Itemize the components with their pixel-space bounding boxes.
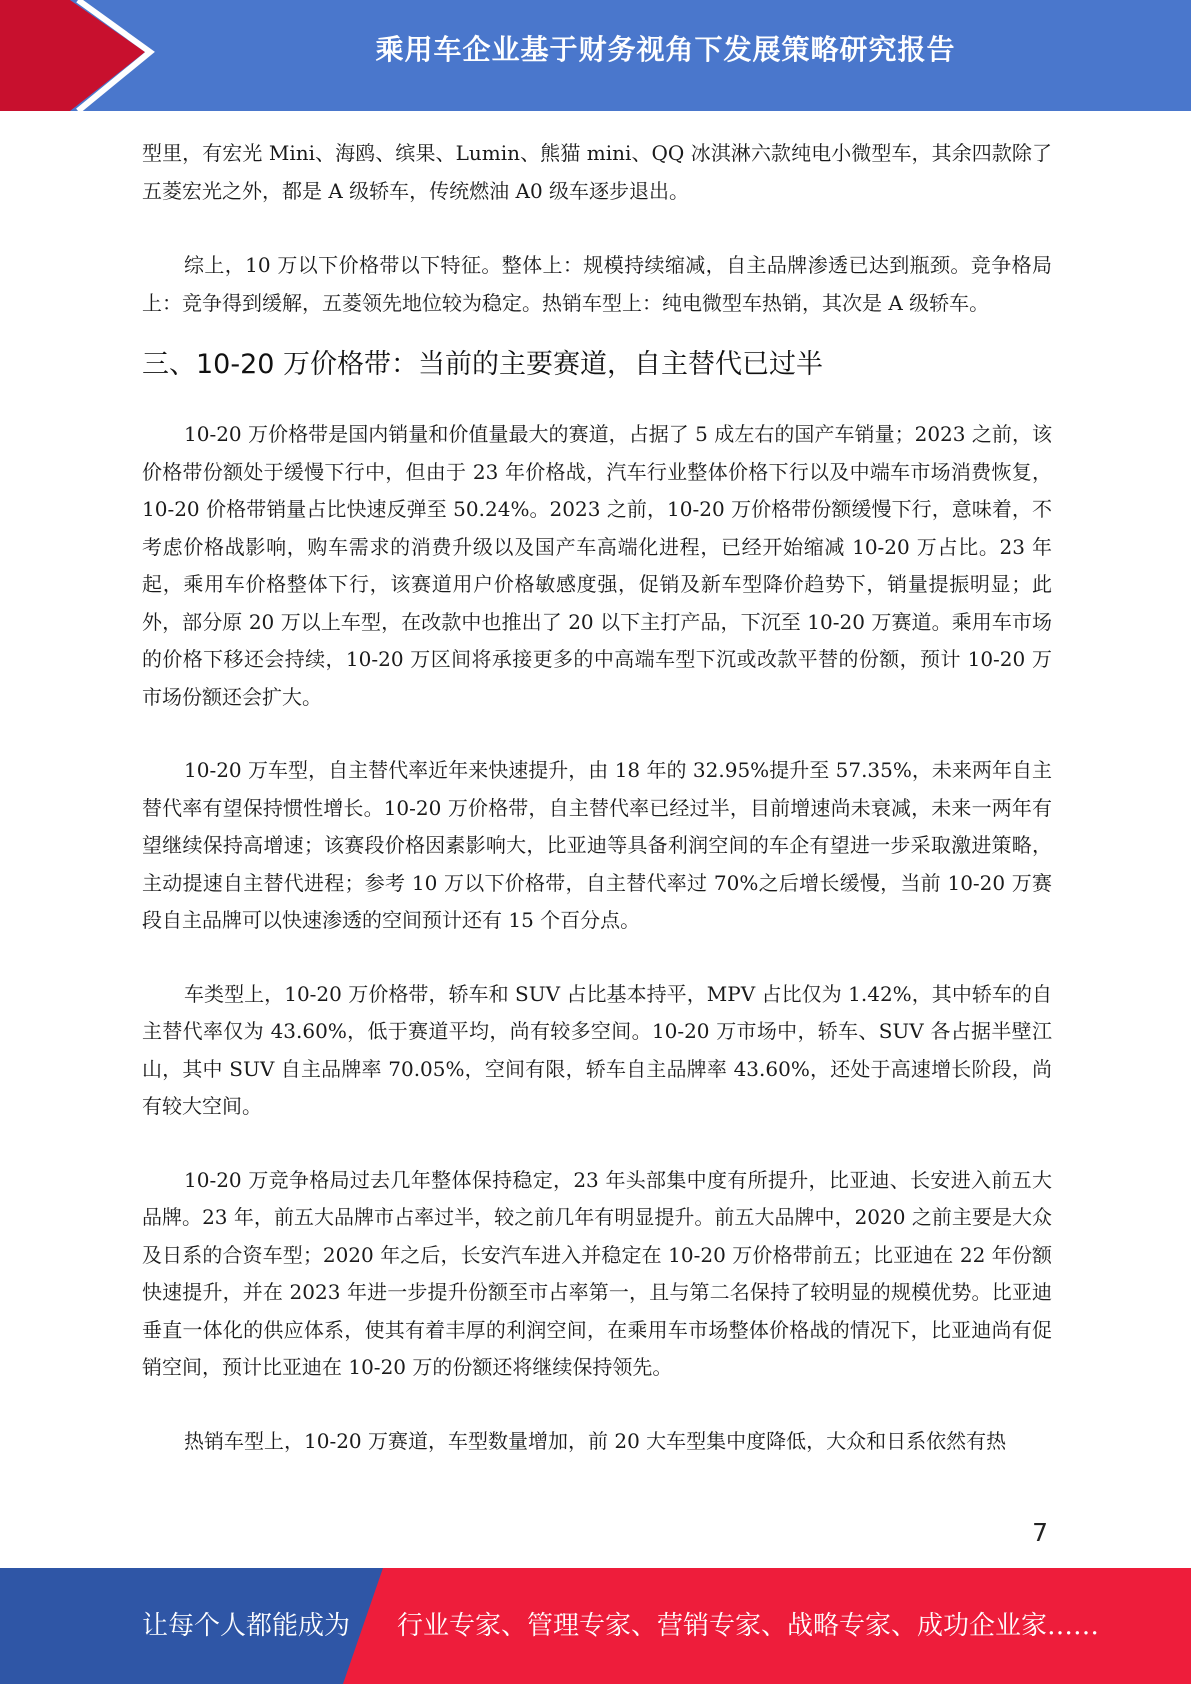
paragraph-hot-models: 热销车型上，10-20 万赛道，车型数量增加，前 20 大车型集中度降低，大众和日系依然有热 [184,1428,1007,1453]
paragraph-competition: 10-20 万竞争格局过去几年整体保持稳定，23 年头部集中度有所提升，比亚迪、长安进入前五大品牌。23 年，前五大品牌市占率过半，较之前几年有明显提升。前五大品牌中，2020 之前主要是大众及日系的合资车型；2020 年之后，长安汽车进入并稳定在 10-20 万价格带前五；比亚迪在 22 年份额快速提升，并在 2023 年进一步提升份额至市占率第一，且与第二名保持了较明显的规模优势。比亚迪垂直一体化的供应体系，使其有着丰厚的利润空间，在乘用车市场整体价格战的情况下，比亚迪尚有促销空间，预计比亚迪在 10-20 万的份额还将继续保持领先。 [142,1167,1052,1379]
document-title: 乘用车企业基于财务视角下发展策略研究报告 [375,33,956,66]
paragraph-substitution-rate: 10-20 万车型，自主替代率近年来快速提升，由 18 年的 32.95%提升至 57.35%，未来两年自主替代率有望保持惯性增长。10-20 万价格带，自主替代率已经过半，目前增速尚未衰减，未来一两年有望继续保持高增速；该赛段价格因素影响大，比亚迪等具备利润空间的车企有望进一步采取激进策略，主动提速自主替代进程；参考 10 万以下价格带，自主替代率过 70%之后增长缓慢，当前 10-20 万赛段自主品牌可以快速渗透的空间预计还有 15 个百分点。 [142,758,1052,932]
page-number: 7 [1032,1518,1048,1547]
header-arrow-decoration [0,0,160,111]
paragraph-vehicle-type: 车类型上，10-20 万价格带，轿车和 SUV 占比基本持平，MPV 占比仅为 1.42%，其中轿车的自主替代率仅为 43.60%，低于赛道平均，尚有较多空间。10-20 万市场中，轿车、SUV 各占据半壁江山，其中 SUV 自主品牌率 70.05%，空间有限，轿车自主品牌率 43.60%，还处于高速增长阶段，尚有较大空间。 [142,981,1052,1118]
paragraph-summary: 综上，10 万以下价格带以下特征。整体上：规模持续缩减，自主品牌渗透已达到瓶颈。竞争格局上：竞争得到缓解，五菱领先地位较为稳定。热销车型上：纯电微型车热销，其次是 A 级轿车。 [142,253,1052,315]
section-heading: 三、10-20 万价格带：当前的主要赛道，自主替代已过半 [142,349,824,380]
footer-slogan-left: 让每个人都能成为 [142,1611,351,1641]
paragraph-price-band: 10-20 万价格带是国内销量和价值量最大的赛道，占据了 5 成左右的国产车销量；2023 之前，该价格带份额处于缓慢下行中，但由于 23 年价格战，汽车行业整体价格下行以及中端车市场消费恢复，10-20 价格带销量占比快速反弹至 50.24%。2023 之前，10-20 万价格带份额缓慢下行，意味着，不考虑价格战影响，购车需求的消费升级以及国产车高端化进程，已经开始缩减 10-20 万占比。23 年起，乘用车价格整体下行，该赛道用户价格敏感度强，促销及新车型降价趋势下，销量提振明显；此外，部分原 20 万以上车型，在改款中也推出了 20 以下主打产品，下沉至 10-20 万赛道。乘用车市场的价格下移还会持续，10-20 万区间将承接更多的中高端车型下沉或改款平替的份额，预计 10-20 万市场份额还会扩大。 [142,422,1052,709]
footer-banner [0,1568,1191,1684]
header-banner [0,0,1191,111]
paragraph-continuation: 型里，有宏光 Mini、海鸥、缤果、Lumin、熊猫 mini、QQ 冰淇淋六款纯电小微型车，其余四款除了五菱宏光之外，都是 A 级轿车，传统燃油 A0 级车逐步退出。 [142,141,1052,203]
footer-slogan-right: 行业专家、管理专家、营销专家、战略专家、成功企业家…… [397,1611,1100,1641]
page-content [142,135,1052,1460]
